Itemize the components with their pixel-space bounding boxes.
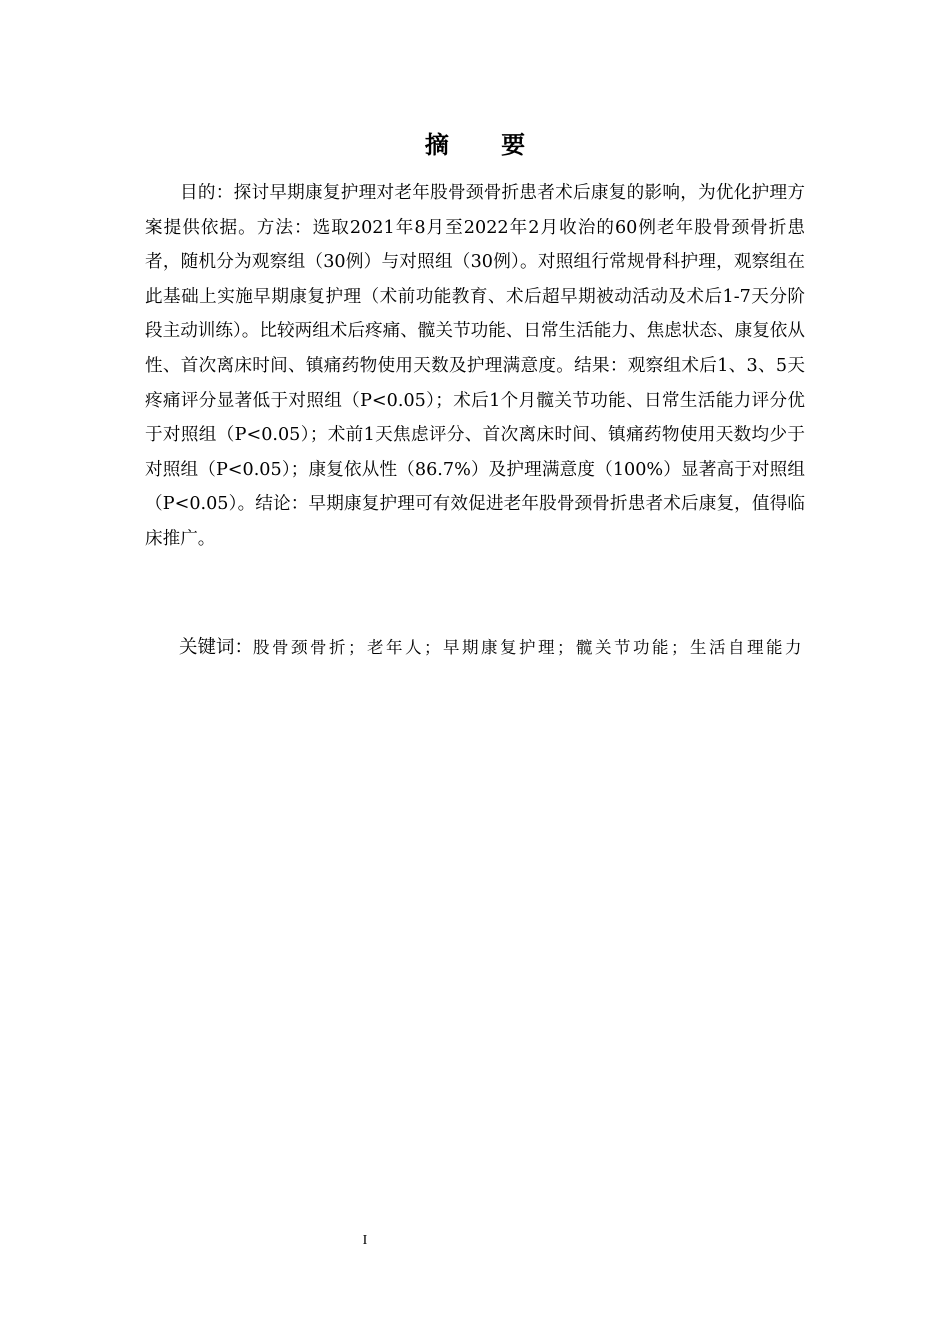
abstract-body: 目的：探讨早期康复护理对老年股骨颈骨折患者术后康复的影响，为优化护理方案提供依据。方法：选取2021年8月至2022年2月收治的60例老年股骨颈骨折患者，随机分为观察组（30例）与对照组（30例）。对照组行常规骨科护理，观察组在此基础上实施早期康复护理（术前功能教育、术后超早期被动活动及术后1-7天分阶段主动训练）。比较两组术后疼痛、髋关节功能、日常生活能力、焦虑状态、康复依从性、首次离床时间、镇痛药物使用天数及护理满意度。结果：观察组术后1、3、5天疼痛评分显著低于对照组（P<0.05）；术后1个月髋关节功能、日常生活能力评分优于对照组（P<0.05）；术前1天焦虑评分、首次离床时间、镇痛药物使用天数均少于对照组（P<0.05）；康复依从性（86.7%）及护理满意度（100%）显著高于对照组（P<0.05）。结论：早期康复护理可有效促进老年股骨颈骨折患者术后康复，值得临床推广。 <box>145 183 805 549</box>
page-number: I <box>362 1233 368 1248</box>
keywords-paragraph <box>145 632 805 664</box>
page-title: 摘 要 <box>424 131 548 159</box>
keywords-label: 关键词： <box>179 637 254 658</box>
keywords-text: 股骨颈骨折；老年人；早期康复护理；髋关节功能；生活自理能力 <box>253 638 805 657</box>
